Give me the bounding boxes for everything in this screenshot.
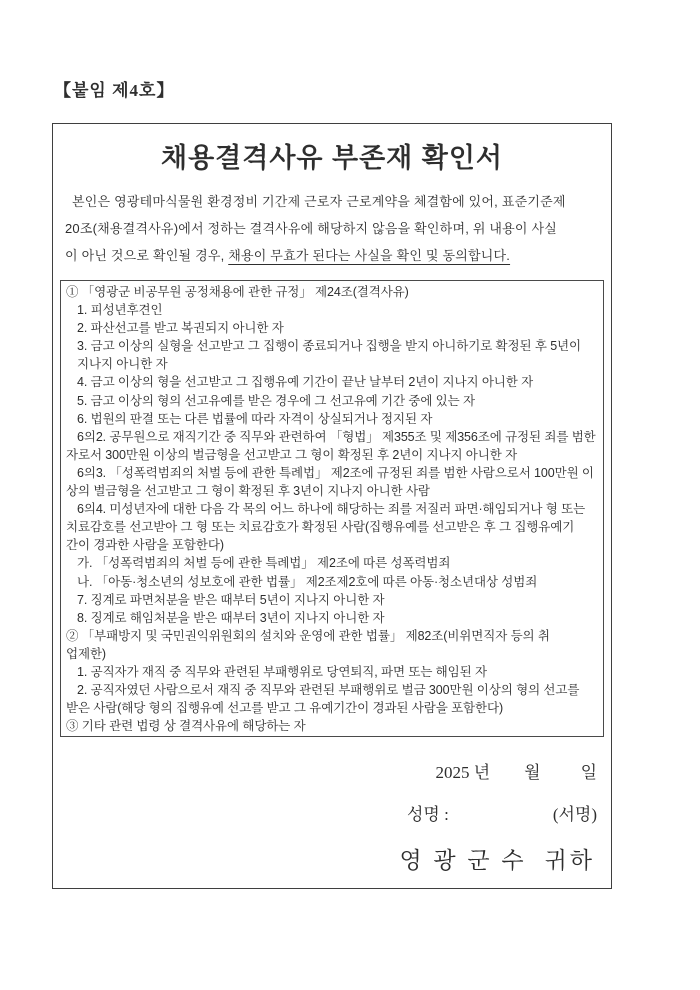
criteria-line: 지나지 아니한 자 bbox=[77, 357, 168, 372]
criteria-line: 8. 징계로 해임처분을 받은 때부터 3년이 지나지 아니한 자 bbox=[77, 610, 385, 625]
criteria-line: 3. 금고 이상의 실형을 선고받고 그 집행이 종료되거나 집행을 받지 아니하기로 확정된 후 5년이 bbox=[77, 339, 582, 354]
declaration-line-3 bbox=[65, 242, 599, 269]
criteria-line: 자로서 300만원 이상의 벌금형을 선고받고 그 형이 확정된 후 2년이 지나지 아니한 자 bbox=[66, 447, 518, 462]
date-year: 2025 년 bbox=[435, 763, 491, 782]
attachment-number-label: 【붙임 제4호】 bbox=[54, 81, 175, 100]
criteria-line: 상의 벌금형을 선고받고 그 형이 확정된 후 3년이 지나지 아니한 사람 bbox=[66, 484, 430, 499]
criteria-line: 2. 공직자였던 사람으로서 재직 중 직무와 관련된 부패행위로 벌금 300만원 이상의 형의 선고를 bbox=[77, 683, 580, 698]
declaration-line-3-prefix: 이 아닌 것으로 확인될 경우, bbox=[65, 248, 229, 263]
form-border-box bbox=[52, 123, 612, 889]
name-label: 성명 : bbox=[407, 805, 449, 824]
signature-placeholder: (서명) bbox=[552, 805, 597, 824]
criteria-line: 1. 공직자가 재직 중 직무와 관련된 부패행위로 당연퇴직, 파면 또는 해임된 자 bbox=[77, 664, 487, 679]
document-title: 채용결격사유 부존재 확인서 bbox=[161, 143, 503, 173]
date-day: 일 bbox=[580, 763, 597, 782]
recipient-honorific: 귀하 bbox=[544, 848, 595, 873]
criteria-line: 6의2. 공무원으로 재직기간 중 직무와 관련하여 「형법」 제355조 및 제356조에 규정된 죄를 범한 bbox=[77, 429, 596, 444]
criteria-line: ② 「부패방지 및 국민권익위원회의 설치와 운영에 관한 법률」 제82조(비위면직자 등의 취 bbox=[66, 628, 550, 643]
disqualification-criteria-box bbox=[60, 280, 604, 737]
criteria-line: 간이 경과한 사람을 포함한다) bbox=[66, 538, 224, 553]
declaration-line-1: 본인은 영광테마식물원 환경정비 기간제 근로자 근로계약을 체결함에 있어, 표준기준제 bbox=[72, 194, 566, 209]
declaration-paragraph bbox=[65, 188, 599, 269]
criteria-line: 치료감호를 선고받아 그 형 또는 치료감호가 확정된 사람(집행유예를 선고받은 후 그 집행유예기 bbox=[66, 520, 575, 535]
criteria-line: 나. 「아동·청소년의 성보호에 관한 법률」 제2조제2호에 따른 아동·청소년대상 성범죄 bbox=[77, 574, 538, 589]
criteria-line: 6. 법원의 판결 또는 다른 법률에 따라 자격이 상실되거나 정지된 자 bbox=[77, 411, 433, 426]
criteria-line: 가. 「성폭력범죄의 처벌 등에 관한 특례법」 제2조에 따른 성폭력범죄 bbox=[77, 556, 451, 571]
date-line bbox=[435, 758, 597, 783]
criteria-line: ① 「영광군 비공무원 공정채용에 관한 규정」 제24조(결격사유) bbox=[66, 285, 409, 299]
declaration-underlined-clause: 채용이 무효가 된다는 사실을 확인 및 동의합니다. bbox=[228, 248, 511, 263]
signature-line bbox=[407, 800, 597, 825]
criteria-line: 받은 사람(해당 형의 집행유예 선고를 받고 그 유예기간이 경과된 사람을 포함한다) bbox=[66, 701, 504, 716]
criteria-line: 7. 징계로 파면처분을 받은 때부터 5년이 지나지 아니한 자 bbox=[77, 592, 385, 607]
criteria-line: 6의3. 「성폭력범죄의 처벌 등에 관한 특례법」 제2조에 규정된 죄를 범한 사람으로서 100만원 이 bbox=[77, 465, 594, 480]
criteria-line: 2. 파산선고를 받고 복권되지 아니한 자 bbox=[77, 321, 284, 336]
criteria-line: 4. 금고 이상의 형을 선고받고 그 집행유예 기간이 끝난 날부터 2년이 지나지 아니한 자 bbox=[77, 375, 534, 390]
criteria-line: 1. 피성년후견인 bbox=[77, 303, 163, 318]
criteria-line: 5. 금고 이상의 형의 선고유예를 받은 경우에 그 선고유예 기간 중에 있는 자 bbox=[77, 393, 475, 408]
recipient-line bbox=[399, 842, 595, 875]
criteria-line: 6의4. 미성년자에 대한 다음 각 목의 어느 하나에 해당하는 죄를 저질러 파면·해임되거나 형 또는 bbox=[77, 502, 586, 517]
recipient-addressee: 영 광 군 수 bbox=[399, 848, 527, 873]
criteria-line: 업제한) bbox=[66, 646, 106, 661]
criteria-line: ③ 기타 관련 법령 상 결격사유에 해당하는 자 bbox=[66, 719, 306, 734]
declaration-line-2: 20조(채용결격사유)에서 정하는 결격사유에 해당하지 않음을 확인하며, 위 내용이 사실 bbox=[65, 221, 557, 236]
date-month: 월 bbox=[524, 763, 541, 782]
